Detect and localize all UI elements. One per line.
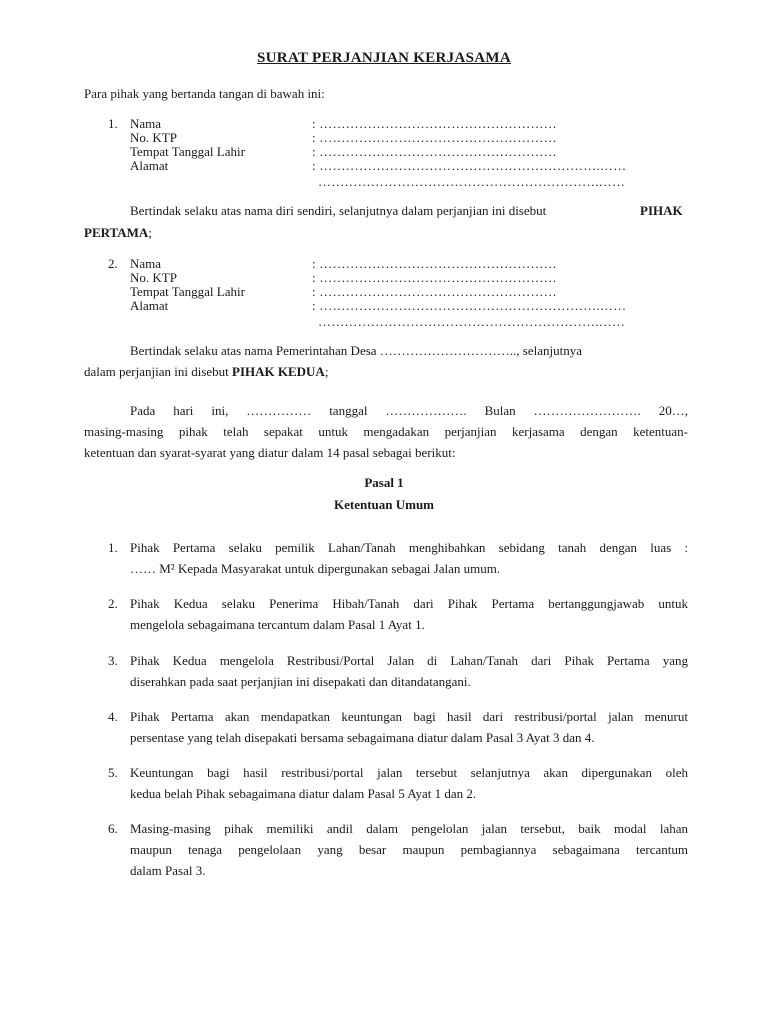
party2-name-label: Nama [130,256,162,271]
list-item-line: …… M² Kepada Masyarakat untuk dipergunakan sebagai Jalan umum. [130,561,501,576]
pasal-heading: Pasal 1 [364,475,404,490]
list-item-line: persentase yang telah disepakati bersama sebagaimana diatur dalam Pasal 3 Ayat 3 dan 4. [130,730,595,745]
list-item-line: Pihak Pertama akan mendapatkan keuntungan bagi hasil dari restribusi/portal jalan menurut [130,709,688,724]
list-item-number: 2. [108,596,118,611]
party2-birth-value: : ……………………………………………… [312,284,557,299]
list-item-line: Keuntungan bagi hasil restribusi/portal jalan tersebut selanjutnya akan dipergunakan oleh [130,765,688,780]
agreement-line2: masing-masing pihak telah sepakat untuk mengadakan perjanjian kerjasama dengan ketentuan- [84,424,688,439]
party2-statement-line2: dalam perjanjian ini disebut [84,364,229,379]
list-item-number: 5. [108,765,118,780]
party2-ktp-value: : ……………………………………………… [312,270,557,285]
intro-text: Para pihak yang bertanda tangan di bawah ini: [84,86,325,101]
party2-address-value: : ……………………………………………………….…… [312,298,627,313]
agreement-line1: Pada hari ini, …………… tanggal ………………. Bulan ……………………. 20…, [130,403,688,418]
pasal-subheading: Ketentuan Umum [333,497,435,512]
party1-role-end: ; [148,225,152,240]
party2-statement-text: Bertindak selaku atas nama Pemerintahan Desa ………………………….., selanjutnya [130,343,583,358]
party2-number: 2. [108,256,118,271]
party1-ktp-label: No. KTP [130,130,177,145]
list-item-line: maupun tenaga pengelolaan yang besar maupun pembagiannya sebagaimana tercantum [130,842,688,857]
party1-address-continued: ……………………………………………………….…… [318,174,626,189]
party1-name-label: Nama [130,116,162,131]
party1-statement-text: Bertindak selaku atas nama diri sendiri, selanjutnya dalam perjanjian ini disebut [130,203,547,218]
list-item-number: 1. [108,540,118,555]
party1-address-value: : ……………………………………………………….…… [312,158,627,173]
list-item-number: 4. [108,709,118,724]
party2-birth-label: Tempat Tanggal Lahir [130,284,245,299]
list-item-line: Pihak Pertama selaku pemilik Lahan/Tanah menghibahkan sebidang tanah dengan luas : [130,540,688,555]
party2-address-continued: ……………………………………………………….…… [318,314,626,329]
party2-role: PIHAK KEDUA [232,364,325,379]
party1-birth-label: Tempat Tanggal Lahir [130,144,245,159]
party1-address-label: Alamat [130,158,169,173]
party2-ktp-label: No. KTP [130,270,177,285]
list-item-line: diserahkan pada saat perjanjian ini disepakati dan ditandatangani. [130,674,471,689]
party1-role-part1: PIHAK [640,203,683,218]
party2-role-line2 [84,364,328,380]
party1-birth-value: : ……………………………………………… [312,144,557,159]
party2-address-label: Alamat [130,298,169,313]
party1-statement [130,203,546,219]
list-item-line: Masing-masing pihak memiliki andil dalam pengelolan jalan tersebut, baik modal lahan [130,821,688,836]
party1-name-value: : ……………………………………………… [312,116,557,131]
party2-role-end: ; [324,364,329,379]
list-item-line: kedua belah Pihak sebagaimana diatur dalam Pasal 5 Ayat 1 dan 2. [130,786,477,801]
agreement-line3: ketentuan dan syarat-syarat yang diatur dalam 14 pasal sebagai berikut: [84,445,456,460]
document-title: SURAT PERJANJIAN KERJASAMA [257,50,511,66]
list-item-line: mengelola sebagaimana tercantum dalam Pasal 1 Ayat 1. [130,617,425,632]
party1-number: 1. [108,116,118,131]
party2-statement [130,343,688,359]
party1-role-line2 [84,225,152,241]
party1-role-part2: PERTAMA [84,225,149,240]
list-item-line: Pihak Kedua mengelola Restribusi/Portal Jalan di Lahan/Tanah dari Pihak Pertama yang [130,653,688,668]
party2-name-value: : ……………………………………………… [312,256,557,271]
party1-ktp-value: : ……………………………………………… [312,130,557,145]
list-item-line: Pihak Kedua selaku Penerima Hibah/Tanah dari Pihak Pertama bertanggungjawab untuk [130,596,688,611]
list-item-number: 3. [108,653,118,668]
list-item-line: dalam Pasal 3. [130,863,206,878]
list-item-number: 6. [108,821,118,836]
